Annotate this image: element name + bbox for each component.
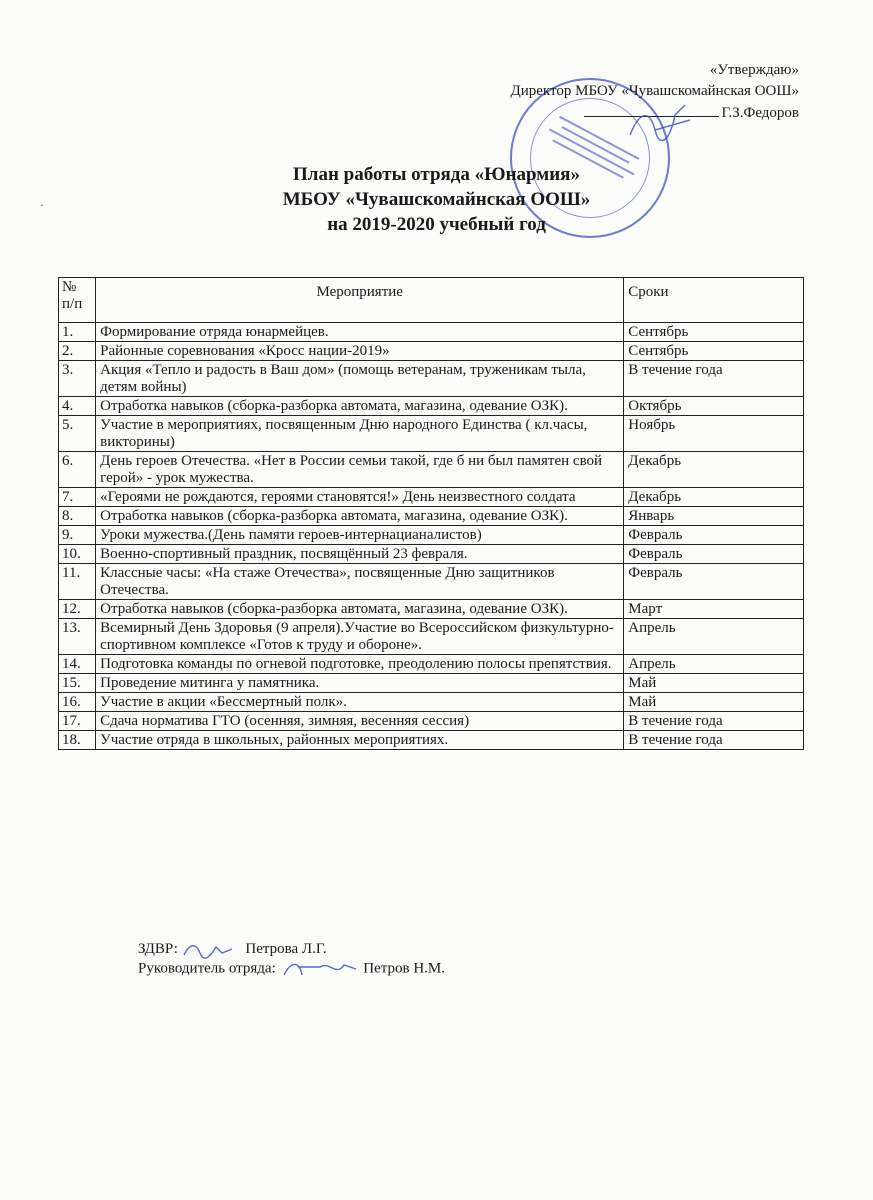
footer-signatures xyxy=(138,940,445,979)
leader-label: Руководитель отряда: xyxy=(138,960,276,977)
row-event: Отработка навыков (сборка-разборка автомата, магазина, одевание ОЗК). xyxy=(96,600,624,619)
row-num: 9. xyxy=(59,526,96,545)
row-date: Сентябрь xyxy=(624,323,804,342)
row-event: «Героями не рождаются, героями становятся!» День неизвестного солдата xyxy=(96,488,624,507)
row-num: 18. xyxy=(59,731,96,750)
plan-table xyxy=(58,277,804,750)
row-date: Октябрь xyxy=(624,397,804,416)
title-line-3: на 2019-2020 учебный год xyxy=(327,214,546,235)
table-row xyxy=(59,674,804,693)
zdvr-signature-icon xyxy=(182,941,242,959)
table-row xyxy=(59,526,804,545)
table-row xyxy=(59,397,804,416)
header-num: № п/п xyxy=(59,278,96,323)
table-row xyxy=(59,731,804,750)
zdvr-name: Петрова Л.Г. xyxy=(245,941,327,957)
row-date: Март xyxy=(624,600,804,619)
row-num: 15. xyxy=(59,674,96,693)
table-row xyxy=(59,488,804,507)
row-num: 13. xyxy=(59,619,96,655)
row-num: 14. xyxy=(59,655,96,674)
row-event: Проведение митинга у памятника. xyxy=(96,674,624,693)
row-num: 4. xyxy=(59,397,96,416)
row-event: Классные часы: «На стаже Отечества», посвященные Дню защитников Отечества. xyxy=(96,564,624,600)
row-num: 17. xyxy=(59,712,96,731)
table-row xyxy=(59,452,804,488)
table-row xyxy=(59,712,804,731)
title-line-1: План работы отряда «Юнармия» xyxy=(293,164,580,185)
table-row xyxy=(59,416,804,452)
row-date: Февраль xyxy=(624,526,804,545)
table-row xyxy=(59,693,804,712)
table-row xyxy=(59,619,804,655)
row-event: Формирование отряда юнармейцев. xyxy=(96,323,624,342)
row-event: Участие отряда в школьных, районных мероприятиях. xyxy=(96,731,624,750)
leader-name: Петров Н.М. xyxy=(363,960,445,977)
leader-line xyxy=(138,959,445,979)
row-num: 12. xyxy=(59,600,96,619)
row-event: Отработка навыков (сборка-разборка автомата, магазина, одевание ОЗК). xyxy=(96,397,624,416)
director-name: Г.З.Федоров xyxy=(721,105,799,121)
row-num: 16. xyxy=(59,693,96,712)
row-event: Районные соревнования «Кросс нации-2019» xyxy=(96,342,624,361)
row-num: 10. xyxy=(59,545,96,564)
table-row xyxy=(59,655,804,674)
row-date: В течение года xyxy=(624,361,804,397)
leader-signature-icon xyxy=(280,959,360,979)
row-date: Февраль xyxy=(624,564,804,600)
row-num: 11. xyxy=(59,564,96,600)
director-signature-icon xyxy=(625,100,695,150)
row-date: Сентябрь xyxy=(624,342,804,361)
row-event: Всемирный День Здоровья (9 апреля).Участие во Всероссийском физкультурно-спортивном комплексе «Готов к труду и обороне». xyxy=(96,619,624,655)
table-header-row xyxy=(59,278,804,323)
row-event: День героев Отечества. «Нет в России семьи такой, где б ни был памятен свой герой» - урок мужества. xyxy=(96,452,624,488)
row-date: Апрель xyxy=(624,619,804,655)
row-num: 8. xyxy=(59,507,96,526)
row-num: 7. xyxy=(59,488,96,507)
table-row xyxy=(59,600,804,619)
header-date: Сроки xyxy=(624,278,804,323)
row-event: Сдача норматива ГТО (осенняя, зимняя, весенняя сессия) xyxy=(96,712,624,731)
table-row xyxy=(59,361,804,397)
row-date: Декабрь xyxy=(624,452,804,488)
row-date: Апрель xyxy=(624,655,804,674)
approval-line-2: Директор МБОУ «Чувашскомайнская ООШ» xyxy=(510,83,799,99)
row-event: Участие в мероприятиях, посвященным Дню народного Единства ( кл.часы, викторины) xyxy=(96,416,624,452)
row-num: 5. xyxy=(59,416,96,452)
page-title xyxy=(0,162,873,237)
row-event: Акция «Тепло и радость в Ваш дом» (помощь ветеранам, труженикам тыла, детям войны) xyxy=(96,361,624,397)
row-date: Февраль xyxy=(624,545,804,564)
scan-dot: · xyxy=(40,198,44,212)
row-event: Отработка навыков (сборка-разборка автомата, магазина, одевание ОЗК). xyxy=(96,507,624,526)
zdvr-label: ЗДВР: xyxy=(138,941,178,957)
row-num: 1. xyxy=(59,323,96,342)
row-event: Военно-спортивный праздник, посвящённый 23 февраля. xyxy=(96,545,624,564)
row-event: Уроки мужества.(День памяти героев-интернацианалистов) xyxy=(96,526,624,545)
title-line-2: МБОУ «Чувашскомайнская ООШ» xyxy=(282,189,591,210)
table-row xyxy=(59,342,804,361)
row-date: В течение года xyxy=(624,731,804,750)
row-num: 3. xyxy=(59,361,96,397)
approval-line-1: «Утверждаю» xyxy=(709,62,799,78)
header-event: Мероприятие xyxy=(96,278,624,323)
row-event: Участие в акции «Бессмертный полк». xyxy=(96,693,624,712)
table-row xyxy=(59,323,804,342)
row-event: Подготовка команды по огневой подготовке, преодолению полосы препятствия. xyxy=(96,655,624,674)
table-row xyxy=(59,564,804,600)
table-row xyxy=(59,507,804,526)
row-num: 6. xyxy=(59,452,96,488)
row-date: Май xyxy=(624,674,804,693)
row-date: Январь xyxy=(624,507,804,526)
row-date: Декабрь xyxy=(624,488,804,507)
row-date: Май xyxy=(624,693,804,712)
table-row xyxy=(59,545,804,564)
row-date: В течение года xyxy=(624,712,804,731)
row-date: Ноябрь xyxy=(624,416,804,452)
row-num: 2. xyxy=(59,342,96,361)
zdvr-line xyxy=(138,940,445,959)
